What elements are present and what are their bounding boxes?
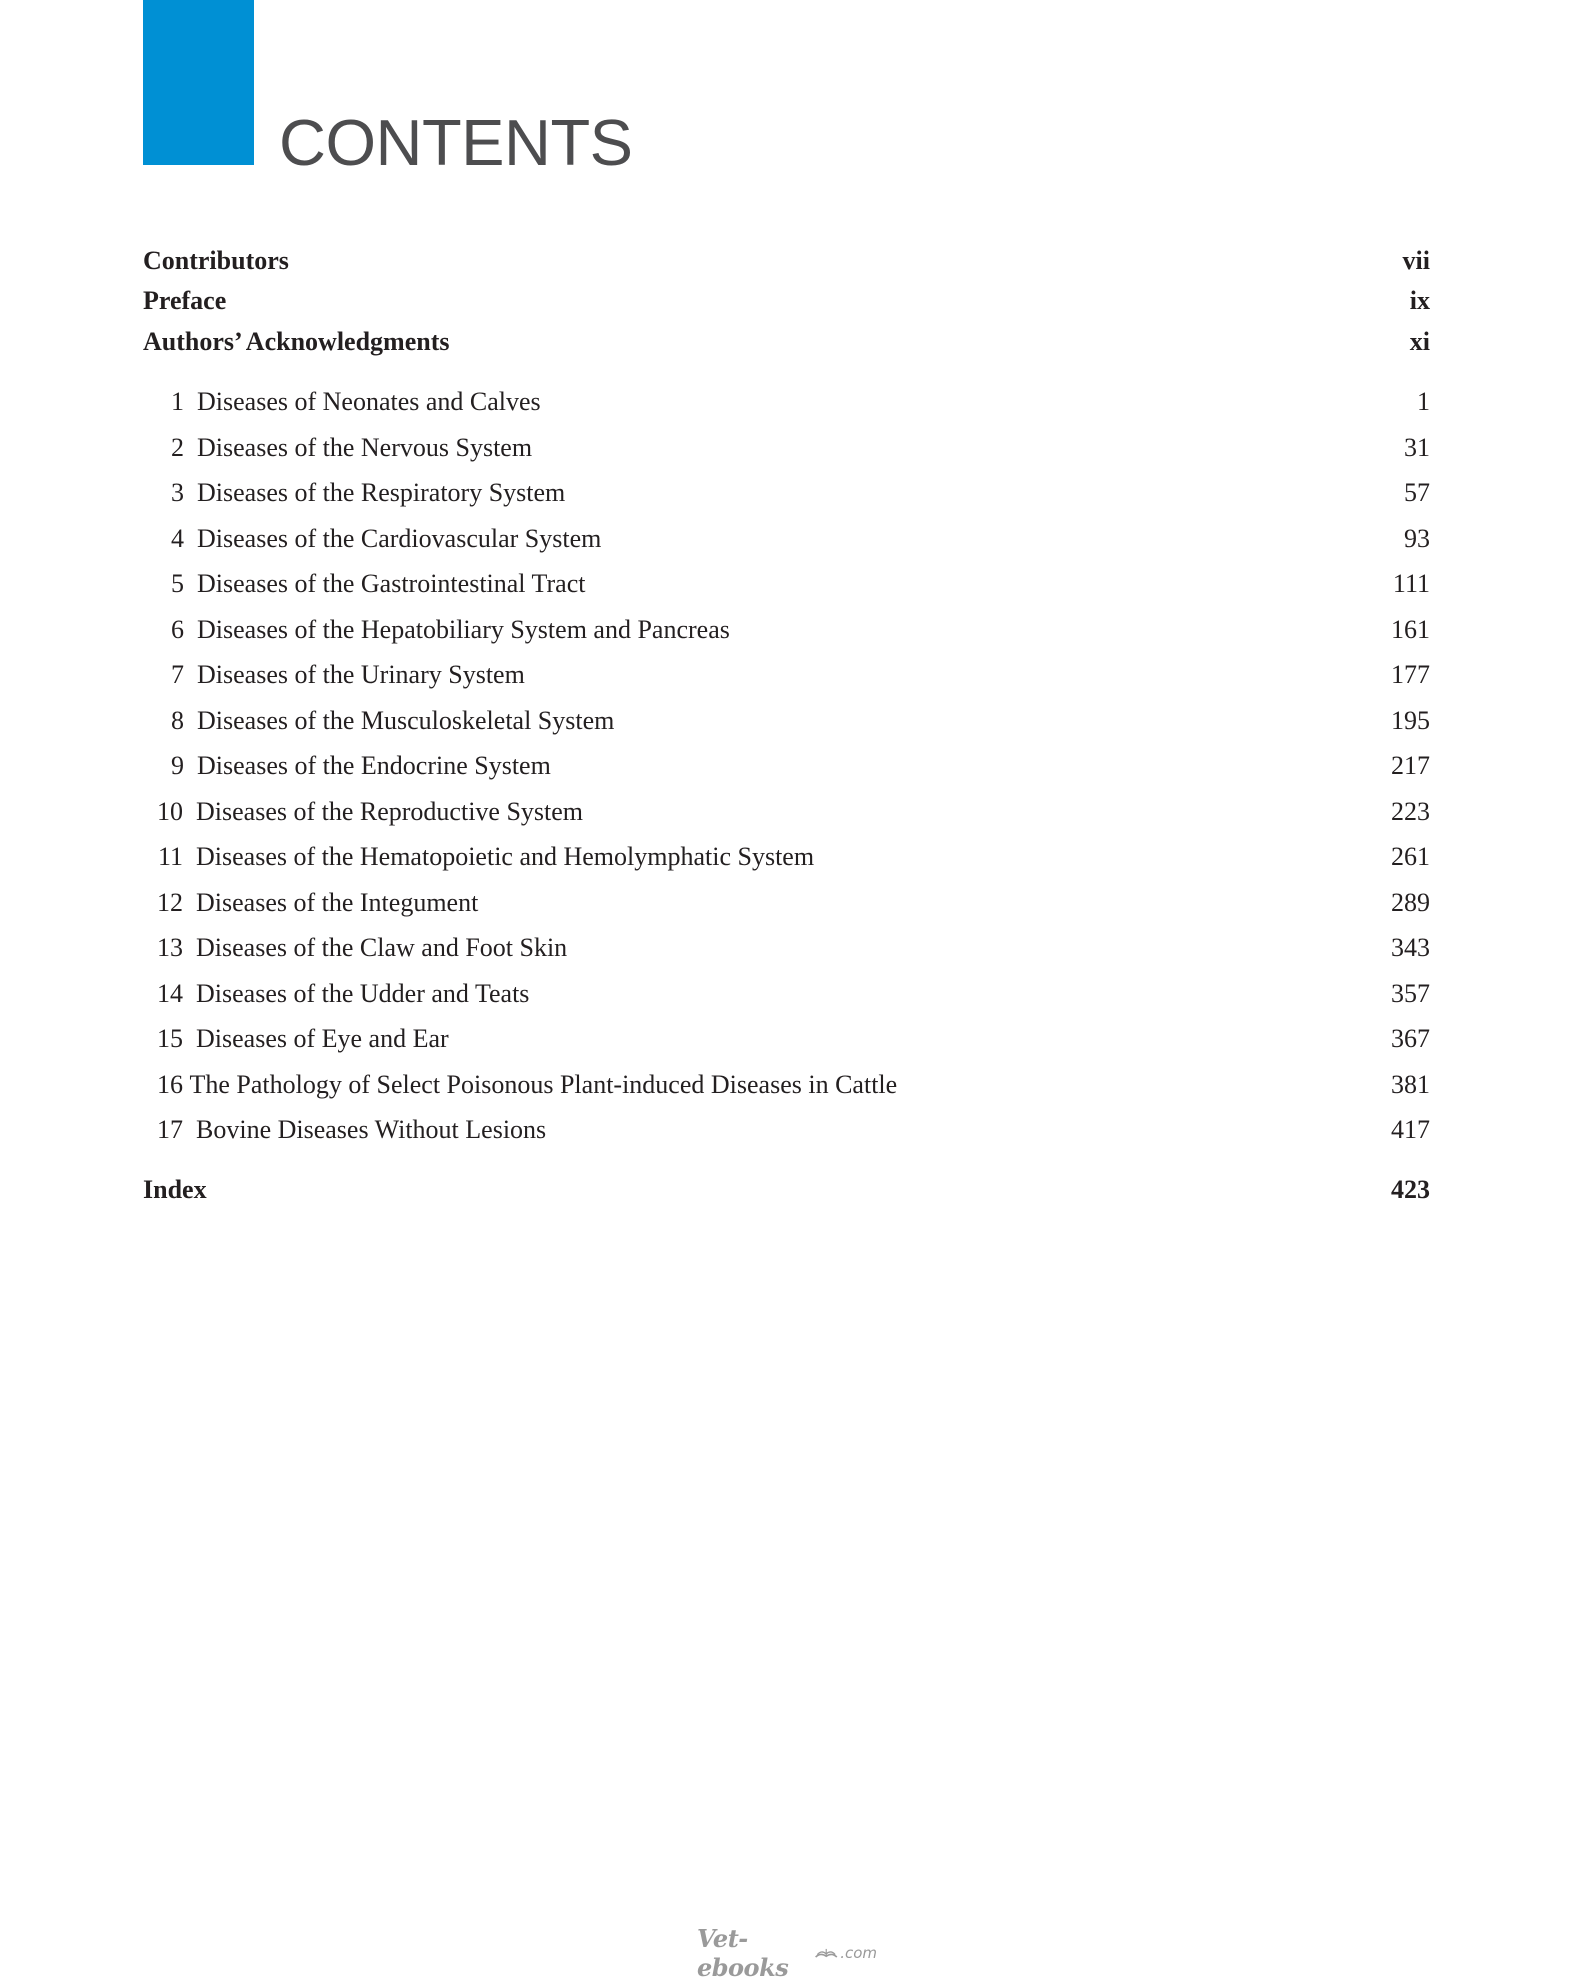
toc-chapter-2[interactable] <box>143 428 1430 468</box>
toc-chapter-9[interactable] <box>143 746 1430 786</box>
watermark-suffix: .com <box>840 1944 877 1962</box>
chapter-title: Diseases of the Musculoskeletal System <box>197 706 615 735</box>
chapter-number: 10 <box>157 797 183 826</box>
chapter-title: Diseases of the Claw and Foot Skin <box>196 933 568 962</box>
toc-entry-label: Index <box>143 1175 207 1204</box>
chapter-title: Diseases of the Respiratory System <box>197 478 566 507</box>
chapter-page: 161 <box>1391 615 1430 644</box>
chapter-title: Diseases of the Integument <box>196 888 479 917</box>
chapter-number: 11 <box>157 842 183 871</box>
toc-chapter-13[interactable] <box>143 928 1430 968</box>
chapter-number: 5 <box>171 569 184 598</box>
chapter-title: Diseases of the Urinary System <box>197 660 525 689</box>
chapter-number: 9 <box>171 751 184 780</box>
chapter-page: 261 <box>1391 842 1430 871</box>
toc-chapter-5[interactable] <box>143 564 1430 604</box>
chapter-number: 6 <box>171 615 184 644</box>
chapter-number: 2 <box>171 433 184 462</box>
page-title: CONTENTS <box>279 106 633 179</box>
chapter-page: 223 <box>1391 797 1430 826</box>
toc-chapter-1[interactable] <box>143 382 1430 422</box>
chapter-page: 93 <box>1404 524 1430 553</box>
toc-chapter-6[interactable] <box>143 610 1430 650</box>
chapter-title: Diseases of Eye and Ear <box>196 1024 449 1053</box>
chapter-number: 4 <box>171 524 184 553</box>
chapter-number: 13 <box>157 933 183 962</box>
toc-entry-label: Authors’ Acknowledgments <box>143 327 450 356</box>
chapter-page: 417 <box>1391 1115 1430 1144</box>
chapter-title: The Pathology of Select Poisonous Plant-induced Diseases in Cattle <box>189 1070 898 1099</box>
toc-entry-preface[interactable] <box>143 281 1430 321</box>
chapter-page: 1 <box>1417 387 1430 416</box>
toc-chapter-12[interactable] <box>143 883 1430 923</box>
chapter-number: 15 <box>157 1024 183 1053</box>
chapter-title: Diseases of Neonates and Calves <box>197 387 541 416</box>
chapter-title: Diseases of the Reproductive System <box>196 797 584 826</box>
chapter-number: 8 <box>171 706 184 735</box>
chapter-number: 3 <box>171 478 184 507</box>
chapter-title: Diseases of the Udder and Teats <box>196 979 530 1008</box>
chapter-title: Diseases of the Endocrine System <box>197 751 551 780</box>
toc-chapter-11[interactable] <box>143 837 1430 877</box>
chapter-page: 367 <box>1391 1024 1430 1053</box>
toc-chapter-4[interactable] <box>143 519 1430 559</box>
chapter-title: Diseases of the Hematopoietic and Hemolymphatic System <box>196 842 815 871</box>
chapter-page: 357 <box>1391 979 1430 1008</box>
book-icon <box>814 1944 838 1962</box>
chapter-title: Diseases of the Nervous System <box>197 433 533 462</box>
toc-chapter-8[interactable] <box>143 701 1430 741</box>
toc-entry-page: 423 <box>1391 1175 1430 1204</box>
chapter-page: 57 <box>1404 478 1430 507</box>
toc-chapter-15[interactable] <box>143 1019 1430 1059</box>
toc-chapter-17[interactable] <box>143 1110 1430 1150</box>
chapter-number: 1 <box>171 387 184 416</box>
toc-entry-label: Preface <box>143 286 227 315</box>
chapter-number: 17 <box>157 1115 183 1144</box>
toc-entry-label: Contributors <box>143 246 289 275</box>
chapter-number: 14 <box>157 979 183 1008</box>
toc-entry-page: xi <box>1409 327 1430 356</box>
toc-chapter-10[interactable] <box>143 792 1430 832</box>
chapter-number: 7 <box>171 660 184 689</box>
watermark-text: Vet-ebooks <box>697 1924 789 1982</box>
chapter-title: Bovine Diseases Without Lesions <box>196 1115 547 1144</box>
toc-entry-page: ix <box>1409 286 1430 315</box>
chapter-page: 31 <box>1404 433 1430 462</box>
header-accent-block <box>143 0 254 165</box>
chapter-page: 381 <box>1391 1070 1430 1099</box>
toc-entry-index[interactable] <box>143 1170 1430 1210</box>
chapter-page: 217 <box>1391 751 1430 780</box>
chapter-title: Diseases of the Gastrointestinal Tract <box>197 569 586 598</box>
chapter-page: 343 <box>1391 933 1430 962</box>
watermark <box>697 1924 877 1982</box>
toc-chapter-7[interactable] <box>143 655 1430 695</box>
toc-entry-acknowledgments[interactable] <box>143 322 1430 362</box>
toc-entry-contributors[interactable] <box>143 241 1430 281</box>
chapter-page: 195 <box>1391 706 1430 735</box>
chapter-page: 111 <box>1392 569 1430 598</box>
toc-chapter-3[interactable] <box>143 473 1430 513</box>
toc-chapter-14[interactable] <box>143 974 1430 1014</box>
toc-entry-page: vii <box>1402 246 1430 275</box>
toc-chapter-16[interactable] <box>143 1065 1430 1105</box>
chapter-title: Diseases of the Hepatobiliary System and Pancreas <box>197 615 730 644</box>
chapter-page: 289 <box>1391 888 1430 917</box>
chapter-number: 16 <box>157 1070 183 1099</box>
chapter-page: 177 <box>1391 660 1430 689</box>
chapter-number: 12 <box>157 888 183 917</box>
chapter-title: Diseases of the Cardiovascular System <box>197 524 602 553</box>
